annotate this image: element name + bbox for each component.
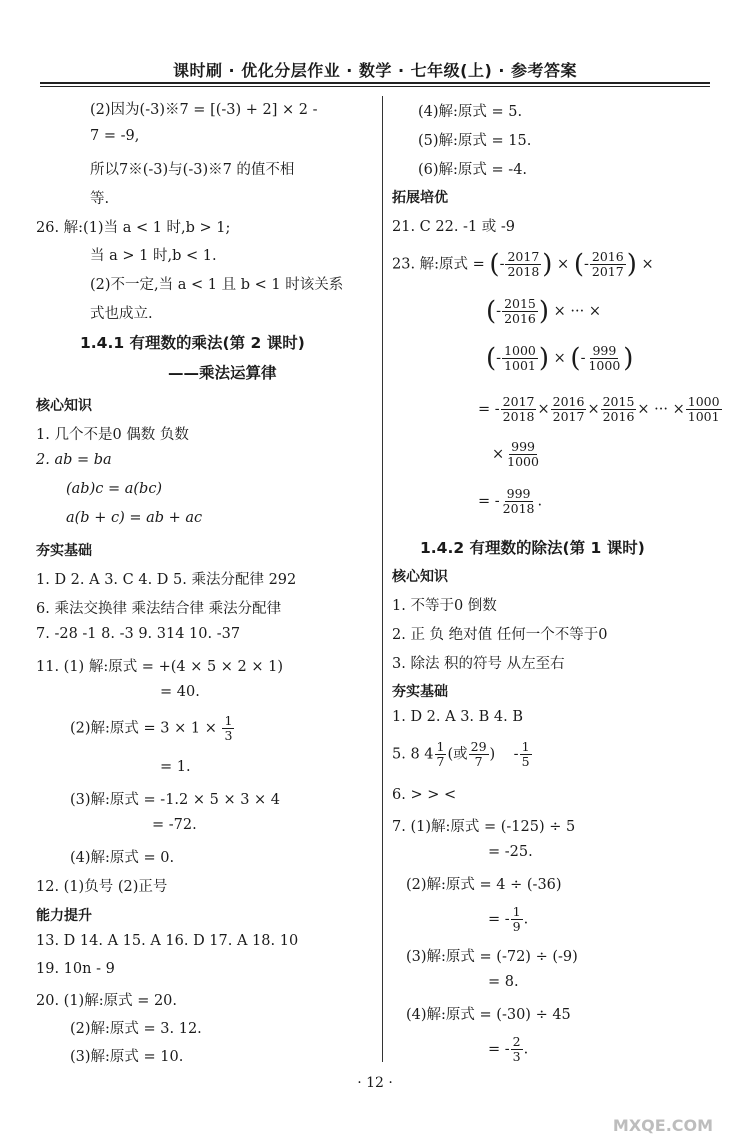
answer-line: = -72. <box>152 817 197 833</box>
answer-line: × $\frac{999}{1000}$ <box>492 439 539 469</box>
answer-line: (3)解:原式 = (-72) ÷ (-9) <box>406 949 578 965</box>
answer-line: (- $\frac{1000}{1001}$ ) × (- $\frac{999}{1000}$ ) <box>486 343 634 374</box>
answer-line: 2. 正 负 绝对值 任何一个不等于0 <box>392 627 608 643</box>
answer-line: 2. ab = ba <box>36 452 112 468</box>
fraction: $\frac{2016}{2017}$ <box>591 249 624 279</box>
heading-extension: 拓展培优 <box>392 190 448 206</box>
answer-line: 1. 几个不是0 偶数 负数 <box>36 427 189 443</box>
section-title: 1.4.1 有理数的乘法(第 2 课时) <box>80 334 305 352</box>
answer-line: a(b + c) = ab + ac <box>66 510 203 526</box>
expression: 23. 解:原式 = <box>392 256 485 273</box>
question-26: 26. 解:(1)当 a < 1 时,b > 1; <box>36 220 231 236</box>
text-line: 7 = -9, <box>90 128 140 144</box>
fraction: $\frac{2017}{2018}$ <box>507 249 540 279</box>
column-divider <box>382 96 383 1062</box>
answer-line: (4)解:原式 = (-30) ÷ 45 <box>406 1007 571 1023</box>
page-header: 课时刷 · 优化分层作业 · 数学 · 七年级(上) · 参考答案 <box>172 61 577 80</box>
answer-line: (6)解:原式 = -4. <box>418 162 528 178</box>
answer-line: 21. C 22. -1 或 -9 <box>392 219 516 235</box>
heading-core-knowledge: 核心知识 <box>36 398 92 414</box>
answer-line: = - $\frac{2017}{2018}$ × $\frac{2016}{2017}$ × $\frac{2015}{2016}$ × ··· × $\frac{1000}{1001}$ <box>478 394 720 424</box>
answer-line: 6. 乘法交换律 乘法结合律 乘法分配律 <box>36 601 282 617</box>
answer-line: = -25. <box>488 844 533 860</box>
fraction: $\frac{1}{3}$ <box>224 713 233 743</box>
svg-text:MXQE.COM: MXQE.COM <box>612 1116 714 1135</box>
answer-line: = - $\frac{1}{9}$ . <box>488 904 529 934</box>
watermark-logo <box>585 1098 740 1138</box>
answer-line: 12. (1)负号 (2)正号 <box>36 879 168 895</box>
text-line: 等. <box>90 191 110 207</box>
answer-line: 1. 不等于0 倒数 <box>392 598 497 614</box>
heading-ability: 能力提升 <box>36 908 92 924</box>
expression: (2)解:原式 = 3 × 1 × <box>70 720 217 737</box>
text-line: (2)因为(-3)※7 = [(-3) + 2] × 2 - <box>90 102 318 118</box>
answer-line: 7. (1)解:原式 = (-125) ÷ 5 <box>392 819 576 835</box>
answer-line: 11. (1) 解:原式 = +(4 × 5 × 2 × 1) <box>36 659 284 675</box>
answer-line: (5)解:原式 = 15. <box>418 133 532 149</box>
header-rule <box>40 82 710 84</box>
answer-line: = 8. <box>488 974 519 990</box>
answer-line: 6. > > < <box>392 787 457 803</box>
answer-line: 13. D 14. A 15. A 16. D 17. A 18. 10 <box>36 933 299 949</box>
text-line: (2)不一定,当 a < 1 且 b < 1 时该关系 <box>90 277 344 293</box>
text-line: 当 a > 1 时,b < 1. <box>90 248 217 264</box>
heading-basics: 夯实基础 <box>36 543 92 559</box>
fraction: $\frac{2015}{2016}$ <box>504 296 536 326</box>
text-line: 所以7※(-3)与(-3)※7 的值不相 <box>90 162 295 178</box>
header-rule-thin <box>40 86 710 87</box>
answer-line: 23. 解:原式 = (- $\frac{2017}{2018}$ ) × (- $\frac{2016}{2017}$ ) × <box>392 249 654 280</box>
fraction: $\frac{1000}{1001}$ <box>504 343 536 373</box>
answer-line: (2)解:原式 = 4 ÷ (-36) <box>406 877 562 893</box>
page-number: · 12 · <box>357 1075 393 1091</box>
answer-line: (- $\frac{2015}{2016}$ ) × ··· × <box>486 296 601 327</box>
answer-line <box>70 714 235 743</box>
answer-line: (3)解:原式 = 10. <box>70 1049 184 1065</box>
section-title: 1.4.2 有理数的除法(第 1 课时) <box>420 539 645 557</box>
answer-line: (4)解:原式 = 0. <box>70 850 175 866</box>
answer-line: 20. (1)解:原式 = 20. <box>36 993 178 1009</box>
fraction: $\frac{999}{1000}$ <box>588 343 621 373</box>
answer-line: (3)解:原式 = -1.2 × 5 × 3 × 4 <box>70 792 281 808</box>
answer-line: = 40. <box>160 684 200 700</box>
answer-line: 19. 10n - 9 <box>36 961 115 977</box>
answer-line: 1. D 2. A 3. B 4. B <box>392 709 524 725</box>
section-subtitle: ——乘法运算律 <box>168 364 277 382</box>
fraction: $\frac{999}{2018}$ <box>502 486 535 516</box>
answer-line: = - $\frac{2}{3}$ . <box>488 1034 529 1064</box>
text-line: 式也成立. <box>90 306 153 322</box>
answer-line: 1. D 2. A 3. C 4. D 5. 乘法分配律 292 <box>36 572 297 588</box>
heading-basics: 夯实基础 <box>392 684 448 700</box>
answer-line: = - $\frac{999}{2018}$ . <box>478 486 543 516</box>
answer-line: 5. 8 4 $\frac{1}{7}$ (或 $\frac{29}{7}$ ) - $\frac{1}{5}$ <box>392 739 530 769</box>
answer-line: 7. -28 -1 8. -3 9. 314 10. -37 <box>36 626 241 642</box>
heading-core-knowledge: 核心知识 <box>392 569 448 585</box>
answer-line: (2)解:原式 = 3. 12. <box>70 1021 202 1037</box>
answer-line: (4)解:原式 = 5. <box>418 104 523 120</box>
answer-line: 3. 除法 积的符号 从左至右 <box>392 656 565 672</box>
answer-line: (ab)c = a(bc) <box>66 481 163 497</box>
answer-line: = 1. <box>160 759 191 775</box>
